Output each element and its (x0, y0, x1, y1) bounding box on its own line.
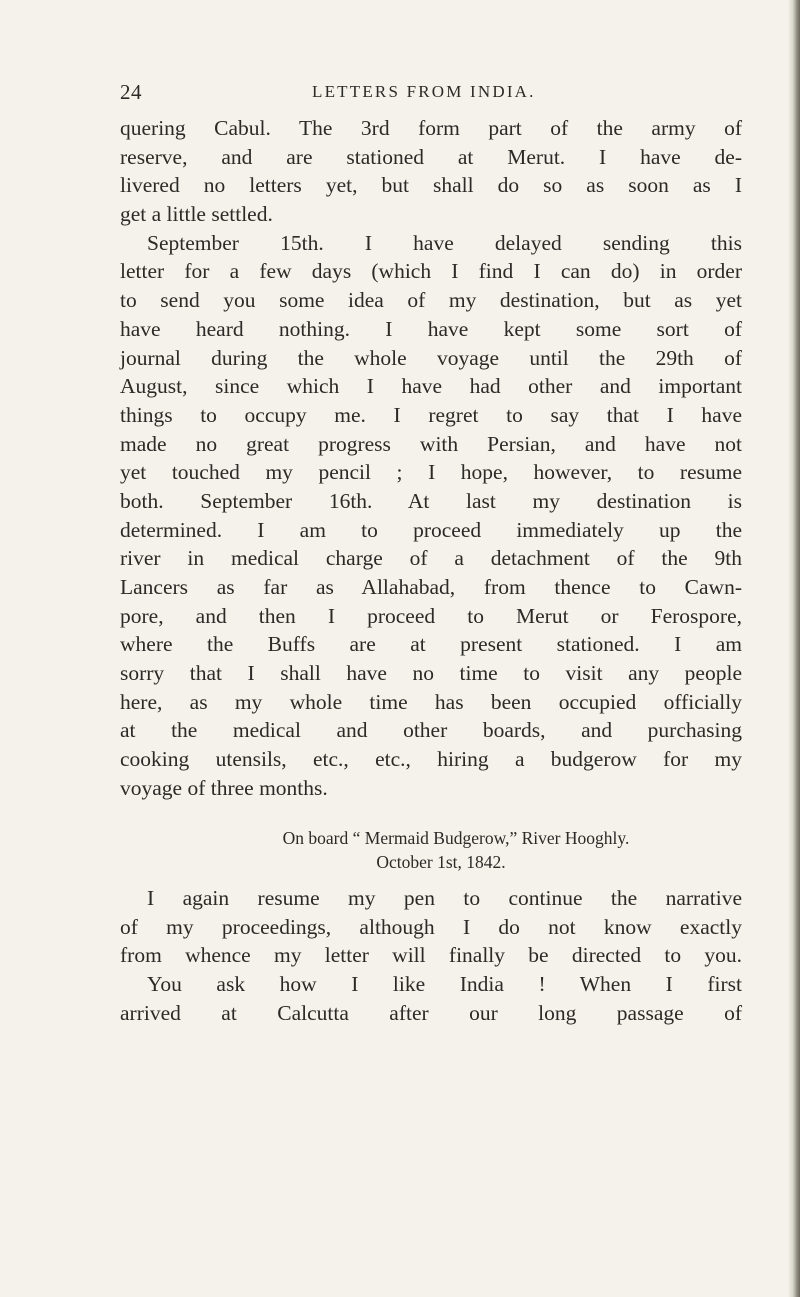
text-line: letter for a few days (which I find I can do) in order (120, 259, 742, 284)
text-line: where the Buffs are at present stationed. I am (120, 632, 742, 657)
text-line: pore, and then I proceed to Merut or Ferospore, (120, 603, 742, 628)
text-line: made no great progress with Persian, and have not (120, 431, 742, 456)
text-line: both. September 16th. At last my destination is (120, 488, 742, 513)
text-line: livered no letters yet, but shall do so as soon as I (120, 173, 742, 198)
text-line: I again resume my pen to continue the narrative (147, 886, 742, 910)
page-edge-shadow (788, 0, 800, 1297)
page-header (0, 80, 800, 110)
text-line: determined. I am to proceed immediately up the (120, 517, 742, 542)
text-line: at the medical and other boards, and purchasing (120, 718, 742, 743)
dateline-place: On board “ Mermaid Budgerow,” River Hooghly. (282, 828, 630, 848)
dateline-date: October 1st, 1842. (376, 852, 506, 872)
page-number: 24 (120, 80, 142, 104)
text-line: Lancers as far as Allahabad, from thence to Cawn- (120, 575, 742, 599)
text-line: get a little settled. (120, 202, 273, 227)
text-line: yet touched my pencil ; I hope, however, to resume (120, 460, 742, 485)
running-head: LETTERS FROM INDIA. (312, 82, 536, 101)
text-line: sorry that I shall have no time to visit any people (120, 661, 742, 686)
text-line: August, since which I have had other and important (120, 374, 742, 399)
text-line: from whence my letter will finally be directed to you. (120, 943, 742, 968)
text-line: September 15th. I have delayed sending this (147, 230, 742, 255)
text-line: to send you some idea of my destination, but as yet (120, 288, 742, 313)
text-line: quering Cabul. The 3rd form part of the army of (120, 116, 742, 140)
text-line: things to occupy me. I regret to say that I have (120, 402, 742, 427)
text-line: of my proceedings, although I do not know exactly (120, 914, 742, 939)
dateline (120, 826, 742, 874)
text-line: river in medical charge of a detachment of the 9th (120, 546, 742, 571)
text-line: reserve, and are stationed at Merut. I have de- (120, 144, 742, 169)
text-line: journal during the whole voyage until the 29th of (120, 345, 742, 370)
text-line: voyage of three months. (120, 775, 328, 800)
text-line: have heard nothing. I have kept some sort of (120, 316, 742, 341)
text-line: You ask how I like India ! When I first (147, 972, 742, 997)
text-line: cooking utensils, etc., etc., hiring a budgerow for my (120, 747, 742, 772)
letter-body-first (120, 114, 742, 803)
text-line: here, as my whole time has been occupied officially (120, 689, 742, 714)
text-line: arrived at Calcutta after our long passage of (120, 1000, 742, 1025)
letter-body-second (120, 884, 742, 1027)
